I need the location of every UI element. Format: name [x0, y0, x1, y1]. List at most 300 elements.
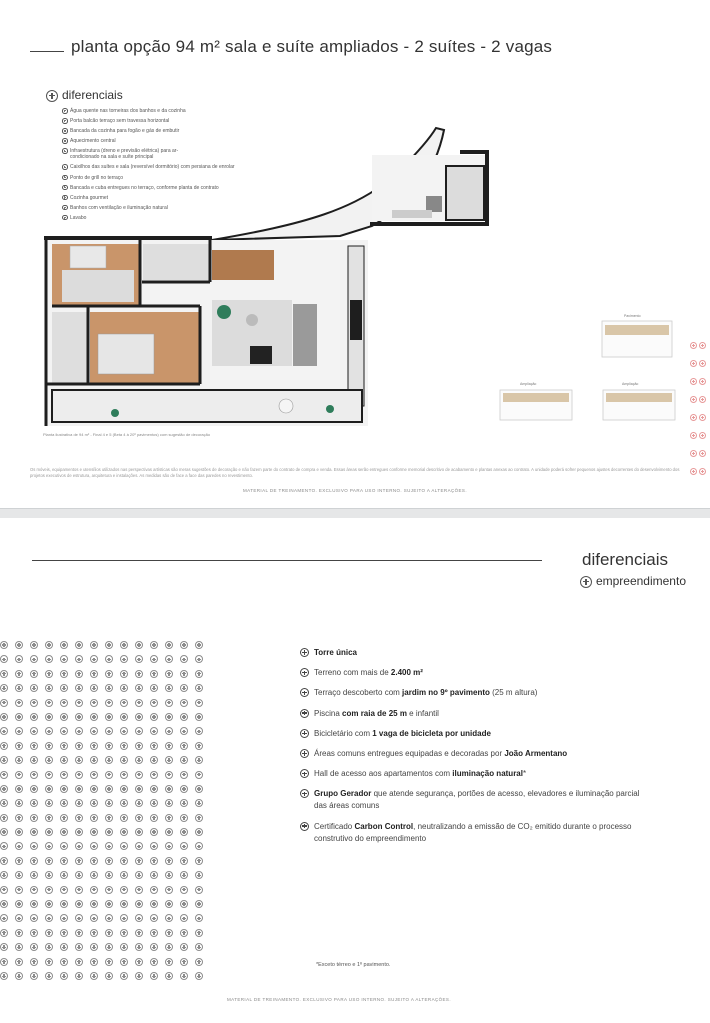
- plus-circle-icon: [150, 814, 158, 822]
- plus-circle-icon: [0, 799, 8, 807]
- plus-circle-icon: [690, 342, 697, 349]
- plus-circle-icon: [60, 842, 68, 850]
- feature-text: Bancada e cuba entregues no terraço, conforme planta de contrato: [70, 184, 219, 191]
- item-bold: Grupo Gerador: [314, 789, 372, 799]
- plus-circle-icon: [90, 943, 98, 951]
- item-text: Bicicletário com: [314, 728, 373, 738]
- plus-circle-icon: [30, 799, 38, 807]
- balcony: [52, 390, 362, 422]
- footnote: *Exceto térreo e 1º pavimento.: [316, 962, 391, 968]
- plus-circle-icon: [60, 727, 68, 735]
- plus-circle-icon: [75, 814, 83, 822]
- plus-circle-icon: [699, 342, 706, 349]
- plus-circle-icon: [300, 822, 309, 831]
- plus-circle-icon: [45, 871, 53, 879]
- plus-circle-icon: [75, 914, 83, 922]
- plus-circle-icon: [90, 771, 98, 779]
- plus-circle-icon: [165, 713, 173, 721]
- plus-circle-icon: [195, 785, 203, 793]
- plus-circle-icon: [90, 785, 98, 793]
- plus-circle-icon: [45, 972, 53, 980]
- plus-circle-icon: [135, 871, 143, 879]
- plus-circle-icon: [45, 670, 53, 678]
- feature-text: Água quente nas torneiras dos banhos e da cozinha: [70, 108, 186, 114]
- feature-text: Porta balcão terraço sem travessa horizontal: [70, 118, 170, 125]
- item-text: , neutralizando a emissão de CO₂ emitido durante o processo construtivo do empreendimento: [314, 821, 632, 843]
- plus-circle-icon: [135, 900, 143, 908]
- plus-circle-icon: [75, 900, 83, 908]
- plus-circle-icon: [105, 943, 113, 951]
- plus-circle-icon: [300, 648, 309, 657]
- plan-caption: Planta ilustrativa de 94 m² - Final 4 e 5 (Beta 4 à 20º pavimentos) com sugestão de decoração: [43, 432, 211, 437]
- list-item: [300, 728, 660, 740]
- plus-circle-icon: [60, 655, 68, 663]
- plus-circle-icon: [120, 771, 128, 779]
- plus-circle-icon: [90, 972, 98, 980]
- plus-circle-icon: [135, 914, 143, 922]
- plus-circle-icon: [165, 799, 173, 807]
- plus-circle-icon: [60, 713, 68, 721]
- plus-circle-icon: [60, 871, 68, 879]
- plus-circle-icon: [180, 828, 188, 836]
- plus-circle-icon: [300, 789, 309, 798]
- plus-circle-icon: [180, 972, 188, 980]
- plus-circle-icon: [180, 886, 188, 894]
- plus-circle-icon: [165, 871, 173, 879]
- plus-circle-icon: [105, 828, 113, 836]
- sofa: [293, 304, 317, 366]
- plus-circle-icon: [90, 655, 98, 663]
- plus-circle-icon: [150, 771, 158, 779]
- plus-circle-icon: [60, 641, 68, 649]
- plus-circle-icon: [165, 857, 173, 865]
- plus-circle-icon: [165, 742, 173, 750]
- list-item: [300, 647, 660, 659]
- plus-circle-icon: [165, 655, 173, 663]
- plus-circle-icon: [0, 727, 8, 735]
- plus-circle-icon: [180, 842, 188, 850]
- plus-circle-icon: [105, 814, 113, 822]
- plus-circle-icon: [165, 814, 173, 822]
- plus-circle-icon: [690, 450, 697, 457]
- plus-circle-icon: [45, 886, 53, 894]
- list-item: [300, 788, 654, 812]
- bed-suite: [98, 334, 154, 374]
- plus-circle-icon: [30, 814, 38, 822]
- plus-circle-icon: [165, 958, 173, 966]
- item-bold: jardim no 9º pavimento: [402, 688, 490, 698]
- plus-circle-icon: [30, 828, 38, 836]
- plus-circle-icon: [90, 900, 98, 908]
- plus-circle-icon: [90, 742, 98, 750]
- plus-circle-icon: [60, 943, 68, 951]
- plus-circle-icon: [105, 914, 113, 922]
- plus-circle-icon: [165, 641, 173, 649]
- plus-circle-icon: [195, 655, 203, 663]
- amenities-list: [300, 647, 660, 853]
- plus-circle-icon: [60, 684, 68, 692]
- plus-circle-icon: [90, 842, 98, 850]
- plus-circle-icon: [75, 641, 83, 649]
- plus-circle-icon: [75, 842, 83, 850]
- plus-circle-icon: [690, 468, 697, 475]
- plus-circle-icon: [45, 929, 53, 937]
- plus-circle-icon: [75, 727, 83, 735]
- plus-circle-icon: [15, 842, 23, 850]
- plus-circle-icon: [30, 943, 38, 951]
- plus-circle-icon: [30, 785, 38, 793]
- item-text: Terraço descoberto com: [314, 688, 403, 698]
- plus-circle-icon: [75, 670, 83, 678]
- plus-circle-icon: [15, 900, 23, 908]
- training-notice: MATERIAL DE TREINAMENTO. EXCLUSIVO PARA USO INTERNO. SUJEITO A ALTERAÇÕES.: [243, 488, 467, 493]
- plus-circle-icon: [105, 655, 113, 663]
- plus-circle-icon: [30, 756, 38, 764]
- plus-circle-icon: [135, 771, 143, 779]
- plus-circle-icon: [75, 828, 83, 836]
- plus-circle-icon: [60, 670, 68, 678]
- plus-circle-icon: [60, 972, 68, 980]
- plus-circle-icon: [75, 972, 83, 980]
- plus-circle-icon: [0, 958, 8, 966]
- plus-circle-icon: [45, 900, 53, 908]
- mini-plan-label: Pavimento: [624, 314, 641, 318]
- key-plan-top-units: [605, 325, 669, 335]
- plus-circle-icon: [300, 668, 309, 677]
- plus-circle-icon: [75, 929, 83, 937]
- plus-circle-icon: [15, 742, 23, 750]
- plus-circle-icon: [0, 641, 8, 649]
- plus-circle-icon: [60, 828, 68, 836]
- plus-circle-icon: [105, 641, 113, 649]
- plus-circle-icon: [30, 670, 38, 678]
- plus-circle-icon: [120, 943, 128, 951]
- plus-circle-icon: [120, 814, 128, 822]
- feature-text: Banhos com ventilação e iluminação natural: [70, 204, 168, 211]
- plus-circle-icon: [45, 828, 53, 836]
- plus-circle-icon: [15, 699, 23, 707]
- plus-circle-icon: [195, 914, 203, 922]
- plus-circle-icon: [150, 871, 158, 879]
- plus-circle-icon: [195, 742, 203, 750]
- fridge: [350, 300, 362, 340]
- feature-text: Lavabo: [70, 214, 87, 221]
- key-plan-right-units: [606, 393, 672, 402]
- plus-circle-icon: [120, 914, 128, 922]
- plus-circle-icon: [45, 641, 53, 649]
- plus-circle-icon: [120, 871, 128, 879]
- plus-circle-icon: [0, 886, 8, 894]
- plus-circle-icon: [15, 814, 23, 822]
- plus-circle-icon: [120, 828, 128, 836]
- plus-circle-icon: [150, 641, 158, 649]
- plus-circle-icon: [30, 655, 38, 663]
- plus-circle-icon: [150, 756, 158, 764]
- plus-circle-icon: [90, 828, 98, 836]
- plus-circle-icon: [165, 914, 173, 922]
- plus-circle-icon: [30, 900, 38, 908]
- plus-circle-icon: [60, 958, 68, 966]
- plus-circle-icon: [180, 785, 188, 793]
- plus-circle-icon: [135, 828, 143, 836]
- plus-circle-icon: [150, 972, 158, 980]
- plus-circle-icon: [105, 727, 113, 735]
- plus-circle-icon: [150, 713, 158, 721]
- plus-circle-icon: [699, 450, 706, 457]
- plus-circle-icon: [135, 742, 143, 750]
- plus-circle-icon: [195, 670, 203, 678]
- plus-circle-icon: [165, 785, 173, 793]
- plus-circle-icon: [0, 828, 8, 836]
- plus-circle-icon: [195, 828, 203, 836]
- plus-circle-icon: [165, 972, 173, 980]
- plus-circle-icon: [15, 857, 23, 865]
- plus-circle-icon: [45, 771, 53, 779]
- plus-circle-icon: [60, 900, 68, 908]
- plus-circle-icon: [150, 742, 158, 750]
- plus-circle-icon: [15, 799, 23, 807]
- plus-circle-icon: [15, 871, 23, 879]
- plus-circle-icon: [0, 699, 8, 707]
- plus-circle-icon: [120, 857, 128, 865]
- plus-circle-icon: [135, 727, 143, 735]
- plus-circle-icon: [180, 958, 188, 966]
- bath-one: [143, 244, 209, 280]
- plus-circle-icon: [75, 857, 83, 865]
- plus-circle-icon: [105, 871, 113, 879]
- plus-circle-icon: [699, 360, 706, 367]
- plus-circle-icon: [165, 943, 173, 951]
- plus-circle-icon: [105, 742, 113, 750]
- plus-circle-icon: [120, 785, 128, 793]
- plus-circle-icon: [690, 432, 697, 439]
- table-round: [246, 314, 258, 326]
- plus-circle-icon: [30, 842, 38, 850]
- plus-circle-icon: [195, 900, 203, 908]
- plus-circle-icon: [150, 958, 158, 966]
- plus-circle-icon: [60, 857, 68, 865]
- plus-circle-icon: [690, 396, 697, 403]
- plus-circle-icon: [30, 699, 38, 707]
- plus-circle-icon: [195, 972, 203, 980]
- plus-circle-icon: [195, 814, 203, 822]
- plus-circle-icon: [105, 900, 113, 908]
- plus-circle-icon: [60, 756, 68, 764]
- plus-circle-icon: [180, 900, 188, 908]
- plus-circle-icon: [105, 799, 113, 807]
- plus-circle-icon: [135, 857, 143, 865]
- item-bold: Carbon Control: [354, 821, 414, 831]
- plus-circle-icon: [30, 713, 38, 721]
- plus-circle-icon: [120, 699, 128, 707]
- service-bath: [446, 166, 484, 220]
- plus-circle-icon: [180, 771, 188, 779]
- key-plan-left-units: [503, 393, 569, 402]
- features-heading-text: diferenciais: [62, 88, 123, 102]
- plus-circle-icon: [135, 699, 143, 707]
- plus-circle-icon: [0, 713, 8, 721]
- plus-circle-icon: [120, 670, 128, 678]
- plus-circle-icon: [120, 842, 128, 850]
- plus-circle-icon: [105, 756, 113, 764]
- plus-circle-icon: [15, 785, 23, 793]
- plus-circle-icon: [75, 771, 83, 779]
- page-subtitle-text: empreendimento: [595, 574, 686, 588]
- plus-circle-icon: [105, 771, 113, 779]
- decorative-plus-column: [690, 340, 710, 484]
- plus-circle-icon: [90, 799, 98, 807]
- plus-circle-icon: [150, 914, 158, 922]
- plus-circle-icon: [30, 641, 38, 649]
- balcony-plant-left: [111, 409, 119, 417]
- plus-circle-icon: [90, 886, 98, 894]
- plus-circle-icon: [90, 814, 98, 822]
- plus-circle-icon: [300, 749, 309, 758]
- plus-circle-icon: [150, 655, 158, 663]
- plus-circle-icon: [105, 929, 113, 937]
- plus-circle-icon: [75, 742, 83, 750]
- plus-circle-icon: [195, 871, 203, 879]
- item-text: e infantil: [406, 708, 439, 718]
- plus-circle-icon: [0, 742, 8, 750]
- plus-circle-icon: [180, 655, 188, 663]
- plus-circle-icon: [90, 727, 98, 735]
- plus-circle-icon: [75, 756, 83, 764]
- plus-circle-icon: [135, 958, 143, 966]
- plus-circle-icon: [120, 641, 128, 649]
- plus-circle-icon: [195, 929, 203, 937]
- plus-circle-icon: [699, 414, 706, 421]
- plus-circle-icon: [165, 699, 173, 707]
- plus-circle-icon: [699, 468, 706, 475]
- plus-circle-icon: [15, 655, 23, 663]
- plus-circle-icon: [30, 742, 38, 750]
- plus-circle-icon: [135, 929, 143, 937]
- plus-circle-icon: [180, 857, 188, 865]
- plus-circle-icon: [45, 857, 53, 865]
- feature-text: Caixilhos das suítes e sala (reversível dormitório) com persiana de enrolar: [70, 164, 235, 171]
- plus-circle-icon: [195, 641, 203, 649]
- mini-plan-label: Ampliação: [520, 382, 537, 386]
- feature-text: Infraestrutura (dreno e previsão elétrica) para ar-condicionado na sala e suíte principal: [70, 148, 179, 161]
- plus-circle-icon: [15, 713, 23, 721]
- plus-circle-icon: [45, 655, 53, 663]
- balcony-plant-right: [326, 405, 334, 413]
- plus-circle-icon: [90, 958, 98, 966]
- plus-circle-icon: [105, 972, 113, 980]
- plus-circle-icon: [60, 699, 68, 707]
- plus-circle-icon: [120, 727, 128, 735]
- plus-circle-icon: [180, 670, 188, 678]
- plus-circle-icon: [690, 414, 697, 421]
- item-bold: 1 vaga de bicicleta por unidade: [372, 728, 491, 738]
- plus-circle-icon: [15, 914, 23, 922]
- plus-circle-icon: [45, 842, 53, 850]
- plus-circle-icon: [90, 713, 98, 721]
- plus-circle-icon: [75, 699, 83, 707]
- plus-circle-icon: [699, 396, 706, 403]
- service-counter: [392, 210, 432, 218]
- item-text: Terreno com mais de: [314, 668, 391, 678]
- feature-text: Bancada da cozinha para fogão e gás de embutir: [70, 128, 180, 135]
- plus-circle-icon: [0, 943, 8, 951]
- plus-circle-icon: [135, 641, 143, 649]
- plus-circle-icon: [120, 929, 128, 937]
- plus-circle-icon: [135, 713, 143, 721]
- plus-circle-icon: [120, 756, 128, 764]
- plus-circle-icon: [30, 727, 38, 735]
- plus-circle-icon: [150, 857, 158, 865]
- plus-circle-icon: [150, 684, 158, 692]
- plus-circle-icon: [300, 688, 309, 697]
- plus-circle-icon: [195, 771, 203, 779]
- kitchen-wood: [212, 250, 274, 280]
- item-text: Certificado: [314, 821, 355, 831]
- plus-circle-icon: [45, 699, 53, 707]
- plus-circle-icon: [195, 857, 203, 865]
- item-text: *: [522, 769, 527, 779]
- plus-circle-icon: [105, 842, 113, 850]
- plus-circle-icon: [15, 771, 23, 779]
- plus-circle-icon: [699, 432, 706, 439]
- plus-circle-icon: [0, 814, 8, 822]
- key-plans: [495, 315, 685, 425]
- plus-circle-icon: [150, 900, 158, 908]
- plus-circle-icon: [180, 929, 188, 937]
- plus-circle-icon: [90, 871, 98, 879]
- plus-circle-icon: [0, 857, 8, 865]
- plus-circle-icon: [135, 655, 143, 663]
- item-text: que atende segurança, portões de acesso, elevadores e iluminação parcial das áreas comuns: [314, 789, 640, 811]
- plus-circle-icon: [165, 900, 173, 908]
- plus-circle-icon: [45, 799, 53, 807]
- plus-circle-icon: [300, 729, 309, 738]
- plus-circle-icon: [150, 828, 158, 836]
- item-text: Áreas comuns entregues equipadas e decoradas por: [314, 748, 505, 758]
- plus-circle-icon: [165, 828, 173, 836]
- plus-circle-icon: [0, 929, 8, 937]
- plus-circle-icon: [45, 756, 53, 764]
- plus-circle-icon: [30, 857, 38, 865]
- plus-circle-icon: [105, 958, 113, 966]
- plus-circle-icon: [105, 713, 113, 721]
- plus-circle-icon: [90, 756, 98, 764]
- plus-circle-icon: [165, 684, 173, 692]
- plus-circle-icon: [15, 641, 23, 649]
- plus-circle-icon: [15, 828, 23, 836]
- plus-circle-icon: [60, 929, 68, 937]
- disclaimer-text: Os móveis, equipamentos e utensílios utilizados nas perspectivas artísticas são meras sugestões de decoração e não fazem parte do contrato de compra e venda. Essas áreas serão entregues conforme memorial descritivo de acabamento e plantas anexas ao contrato. A unidade poderá sofrer pequenos ajustes decorrentes do desenvolvimento dos projetos executivos de estrutura, arquitetura e instalações. As medidas são de face a face das paredes no revestimento.: [30, 467, 680, 478]
- plus-circle-icon: [195, 684, 203, 692]
- plus-circle-icon: [120, 742, 128, 750]
- plus-circle-icon: [690, 378, 697, 385]
- list-item: [300, 821, 654, 845]
- plus-circle-icon: [0, 842, 8, 850]
- plus-circle-icon: [45, 914, 53, 922]
- plus-circle-icon: [120, 655, 128, 663]
- plus-circle-icon: [120, 713, 128, 721]
- plus-circle-icon: [150, 842, 158, 850]
- plus-circle-icon: [60, 799, 68, 807]
- plus-circle-icon: [580, 576, 592, 588]
- plus-circle-icon: [150, 670, 158, 678]
- plus-circle-icon: [75, 785, 83, 793]
- page-title: planta opção 94 m² sala e suíte ampliados - 2 suítes - 2 vagas: [71, 37, 553, 56]
- rug-small: [62, 270, 134, 302]
- plus-circle-icon: [180, 814, 188, 822]
- plus-circle-icon: [180, 684, 188, 692]
- plus-circle-icon: [30, 771, 38, 779]
